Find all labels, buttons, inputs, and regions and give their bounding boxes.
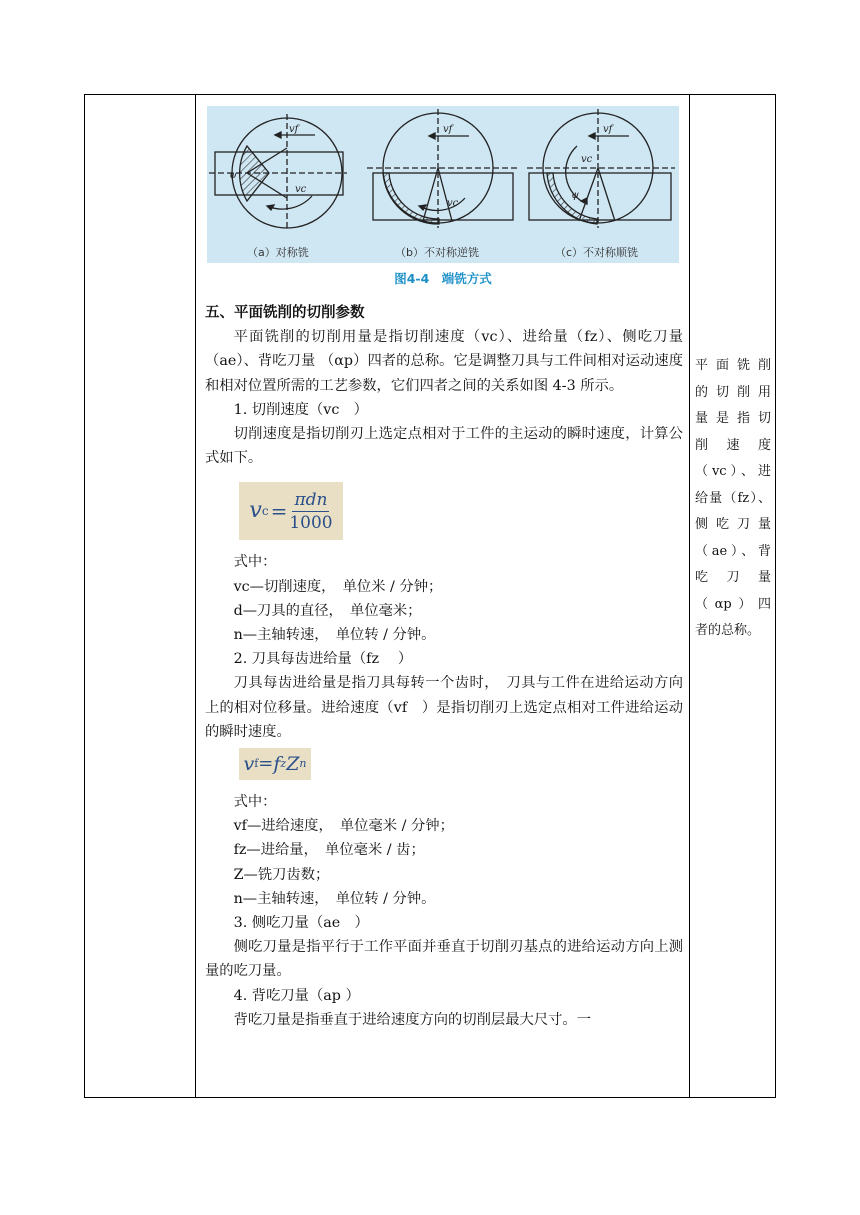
- subcaption-b: （b）不对称逆铣: [395, 246, 479, 259]
- paragraph-side-depth: 侧吃刀量是指平行于工作平面并垂直于切削刃基点的进给运动方向上测量的吃刀量。: [205, 939, 683, 980]
- definition-n-2: n—主轴转速， 单位转 / 分钟。: [233, 890, 436, 907]
- where-label-2: 式中：: [233, 794, 277, 811]
- sidebar-line: （ae）、背: [695, 543, 771, 559]
- formula2-eq: =: [258, 752, 274, 774]
- definition-fz: fz—进给量， 单位毫米 / 齿；: [233, 842, 425, 859]
- subcaption-c: （c）不对称顺铣: [555, 246, 639, 259]
- diagram-b: [367, 109, 517, 228]
- sidebar-line: 吃 刀 量: [695, 570, 771, 585]
- label-vf-a: vf: [289, 124, 299, 135]
- label-vc-c: vc: [581, 154, 593, 165]
- label-vc-b: vc: [447, 198, 459, 209]
- sidebar-note: [695, 353, 771, 645]
- end-milling-figure: [207, 106, 679, 263]
- formula-cutting-speed: [239, 482, 343, 540]
- heading-side-depth: 3. 侧吃刀量（ae ）: [233, 915, 369, 932]
- paragraph-cutting-speed: 切削速度是指切削刃上选定点相对于工件的主运动的瞬时速度，计算公式如下。: [205, 426, 683, 467]
- definition-vf: vf—进给速度， 单位毫米 / 分钟；: [233, 818, 454, 835]
- definition-d: d—刀具的直径， 单位毫米；: [233, 602, 422, 619]
- formula2-vsub: f: [254, 756, 259, 770]
- sidebar-line: 侧吃刀量: [695, 517, 771, 532]
- column-divider-left: [195, 95, 196, 1097]
- sidebar-line: 者的总称。: [695, 623, 761, 638]
- formula1-sub: c: [261, 504, 269, 519]
- section-title: 五、平面铣削的切削参数: [205, 305, 365, 321]
- definition-z: Z—铣刀齿数；: [233, 866, 330, 883]
- sidebar-line: 给量（fz）、: [695, 490, 771, 506]
- sidebar-line: 削 速 度: [695, 437, 771, 453]
- formula-feed-speed: [239, 748, 311, 780]
- subcaption-a: （a）对称铣: [247, 246, 309, 259]
- label-psi-c: ψ: [571, 190, 579, 201]
- label-vc-a: vc: [295, 184, 307, 195]
- definition-n-1: n—主轴转速， 单位转 / 分钟。: [233, 627, 436, 644]
- document-table: [84, 94, 776, 1098]
- heading-feed-per-tooth: 2. 刀具每齿进给量（fz ）: [233, 651, 413, 668]
- formula2-zsub: n: [299, 756, 307, 770]
- formula2-z: Z: [286, 752, 300, 775]
- sidebar-line: （αp）四: [695, 596, 771, 612]
- definition-vc: vc—切削速度， 单位米 / 分钟；: [233, 578, 443, 595]
- heading-cutting-speed: 1. 切削速度（vc ）: [233, 401, 368, 418]
- paragraph-back-depth: 背吃刀量是指垂直于进给速度方向的切削层最大尺寸。一: [233, 1011, 592, 1028]
- where-label-1: 式中：: [233, 554, 277, 571]
- sidebar-line: （vc）、进: [695, 464, 771, 479]
- formula2-fsub: z: [280, 756, 287, 770]
- label-vf-c: vf: [603, 124, 613, 135]
- heading-back-depth: 4. 背吃刀量（ap ）: [233, 987, 360, 1004]
- formula1-denominator: 1000: [289, 512, 333, 533]
- intro-paragraph: 平面铣削的切削用量是指切削速度（vc）、进给量（fz）、侧吃刀量（ae）、背吃刀量 （αp）四者的总称。它是调整刀具与工件间相对运动速度和相对位置所需的工艺参数，它们四者之间的关系如图 4-3 所示。: [205, 329, 683, 394]
- main-content: [205, 301, 683, 1032]
- sidebar-line: 平面铣削: [695, 358, 771, 373]
- formula2-f: f: [273, 752, 281, 775]
- formula1-numerator: πdn: [294, 489, 328, 510]
- sidebar-line: 量是指切: [695, 411, 771, 426]
- paragraph-feed-per-tooth: 刀具每齿进给量是指刀具每转一个齿时， 刀具与工件在进给运动方向上的相对位移量。进给速度（vf ）是指切削刃上选定点相对工件进给运动的瞬时速度。: [205, 675, 683, 740]
- formula1-lhs: v: [249, 498, 262, 524]
- column-divider-right: [689, 95, 690, 1097]
- figure-caption: 图4-4 端铣方式: [394, 271, 492, 286]
- label-psi-a: ψ: [229, 170, 237, 181]
- sidebar-line: 的切削用: [695, 384, 771, 400]
- label-vf-b: vf: [443, 124, 453, 135]
- formula1-eq: =: [270, 499, 288, 524]
- diagram-c: [527, 109, 675, 228]
- formula2-v: v: [243, 752, 255, 775]
